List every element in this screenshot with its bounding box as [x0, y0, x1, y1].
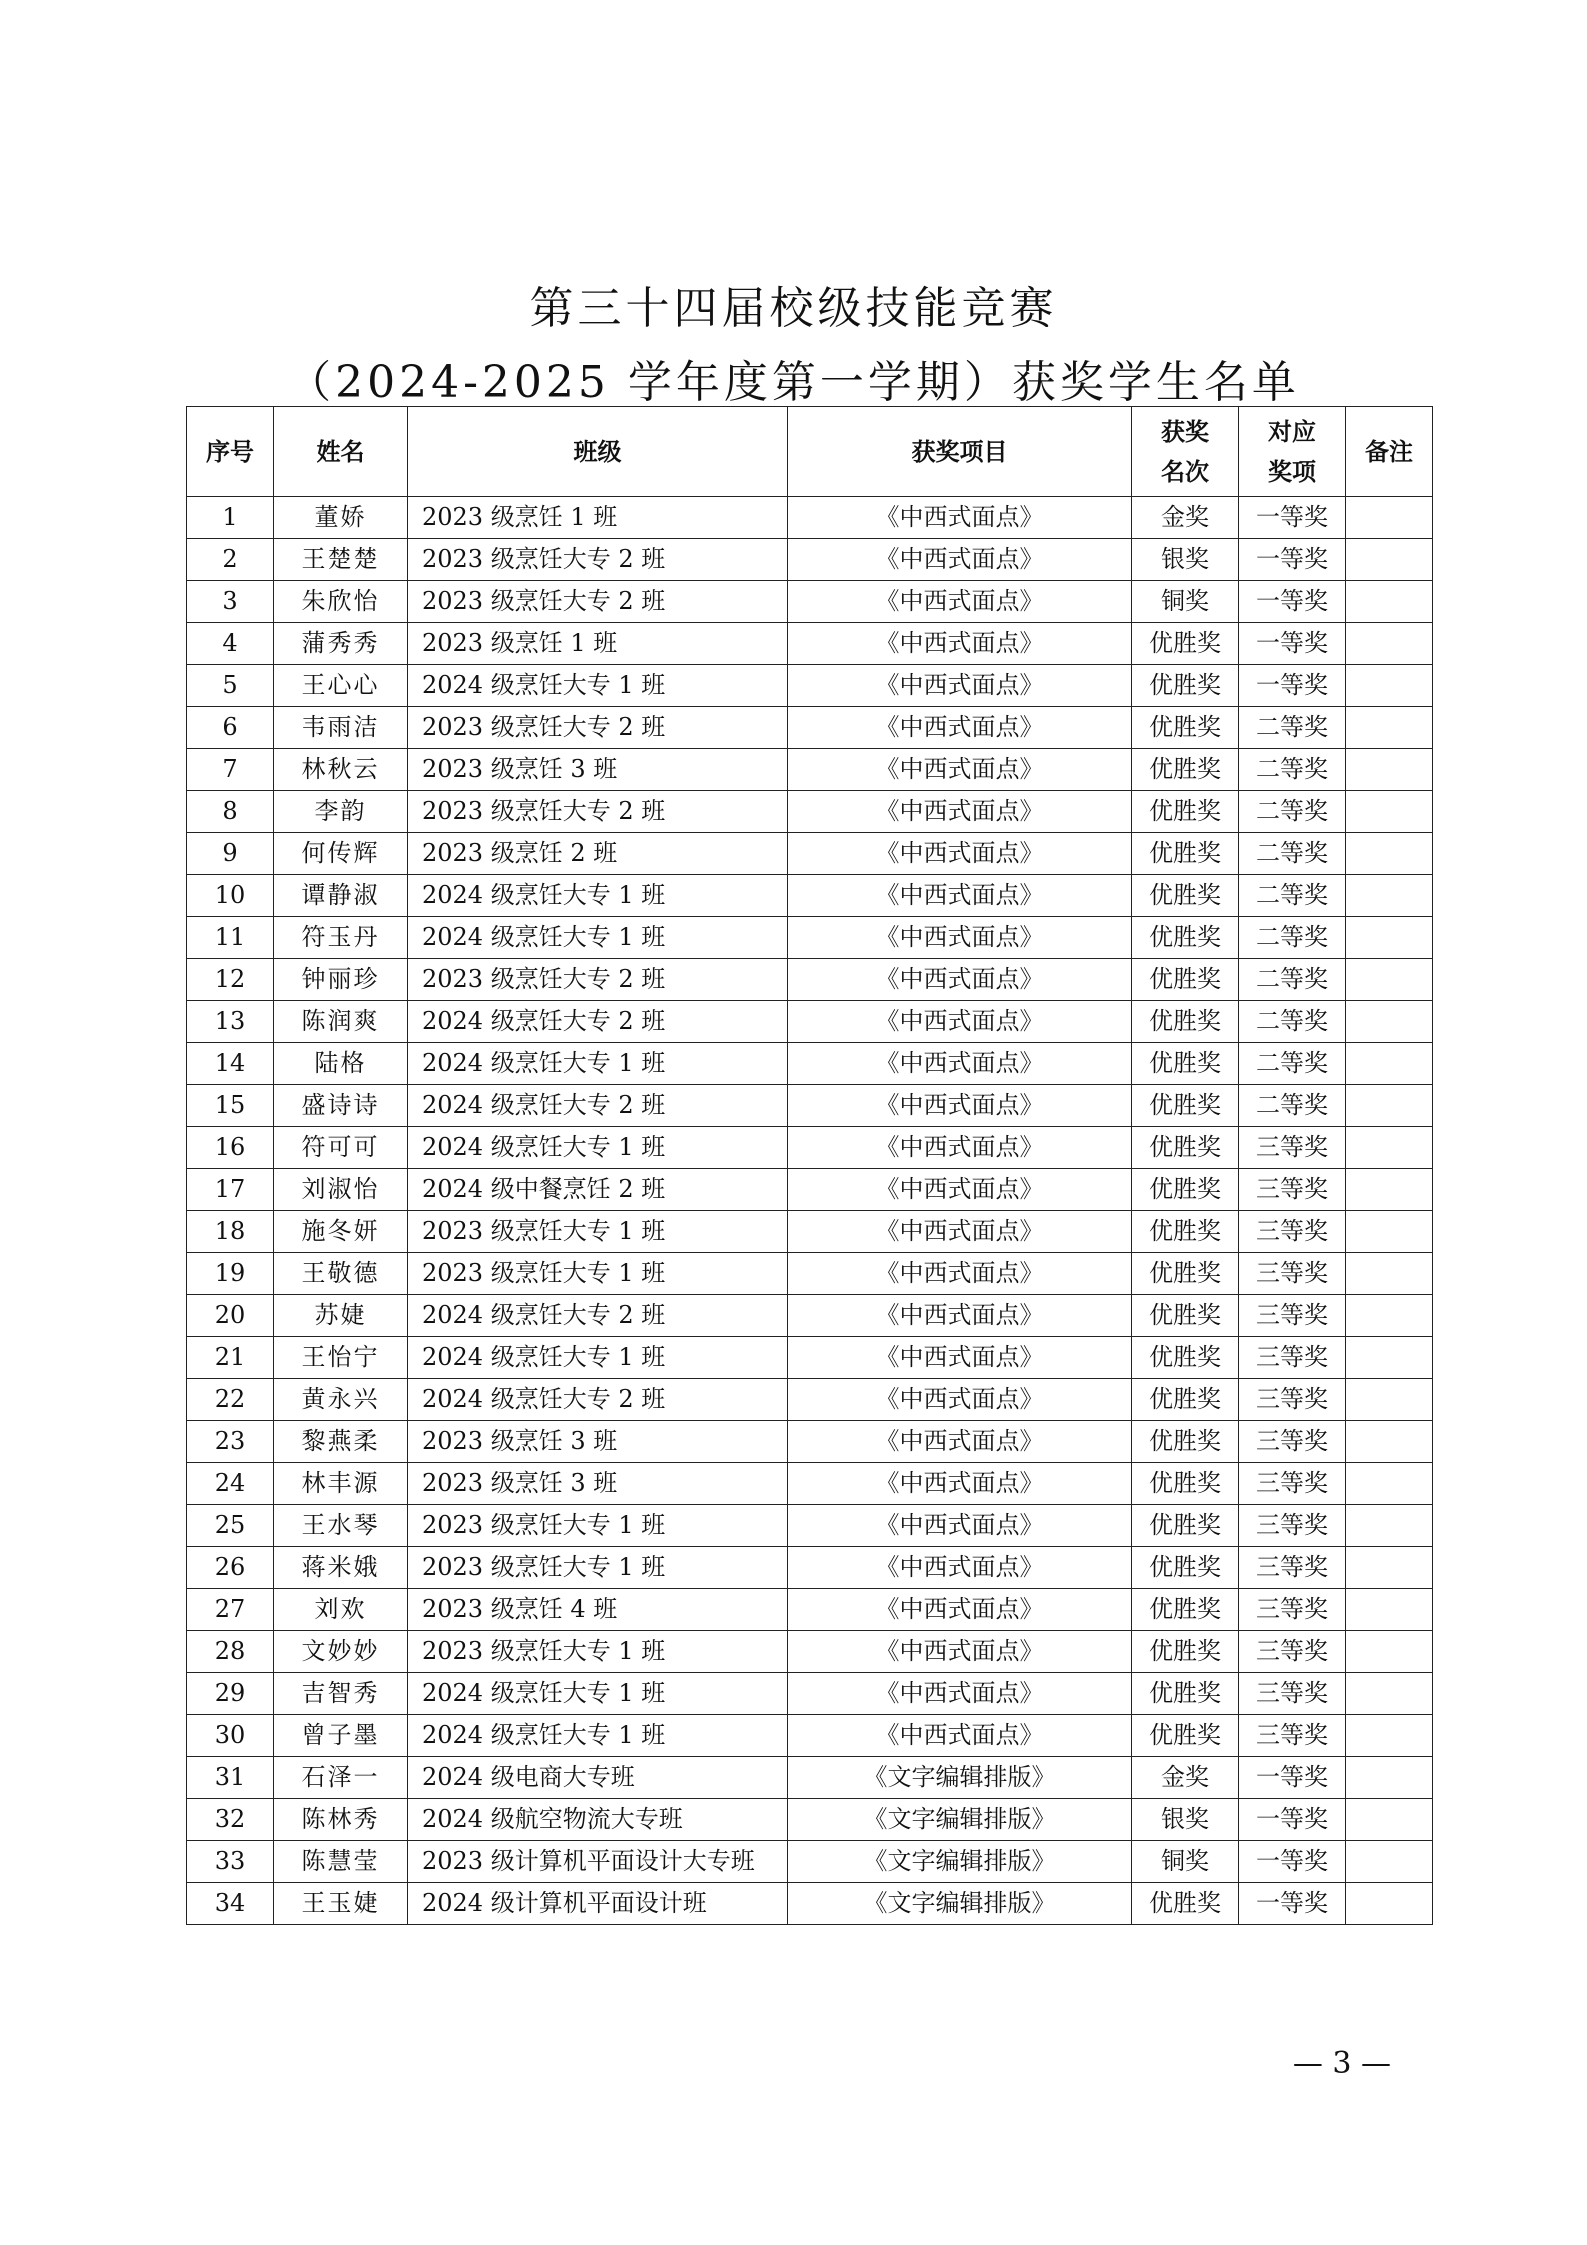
cell-class: 2023 级烹饪大专 2 班 — [408, 707, 788, 749]
cell-class: 2023 级烹饪大专 2 班 — [408, 539, 788, 581]
table-body — [187, 497, 1433, 1925]
cell-name: 王水琴 — [274, 1505, 408, 1547]
cell-no: 24 — [187, 1463, 274, 1505]
cell-rank: 优胜奖 — [1132, 749, 1239, 791]
cell-class: 2023 级计算机平面设计大专班 — [408, 1841, 788, 1883]
cell-name: 符可可 — [274, 1127, 408, 1169]
document-title: 第三十四届校级技能竞赛 — [529, 283, 1058, 334]
cell-rank: 优胜奖 — [1132, 1211, 1239, 1253]
cell-rank: 优胜奖 — [1132, 1589, 1239, 1631]
cell-prize: 一等奖 — [1239, 497, 1346, 539]
cell-rank: 铜奖 — [1132, 581, 1239, 623]
cell-remark — [1346, 497, 1433, 539]
cell-no: 13 — [187, 1001, 274, 1043]
table-row — [187, 1505, 1433, 1547]
cell-rank: 优胜奖 — [1132, 665, 1239, 707]
cell-prize: 一等奖 — [1239, 1883, 1346, 1925]
table-row — [187, 1883, 1433, 1925]
cell-prize: 三等奖 — [1239, 1379, 1346, 1421]
cell-event: 《中西式面点》 — [788, 1295, 1132, 1337]
header-rank — [1132, 407, 1239, 497]
cell-remark — [1346, 791, 1433, 833]
award-table — [186, 406, 1433, 1925]
cell-remark — [1346, 1085, 1433, 1127]
cell-rank: 优胜奖 — [1132, 1169, 1239, 1211]
cell-name: 陈林秀 — [274, 1799, 408, 1841]
cell-name: 林秋云 — [274, 749, 408, 791]
cell-name: 陈慧莹 — [274, 1841, 408, 1883]
cell-remark — [1346, 1043, 1433, 1085]
cell-name: 陈润爽 — [274, 1001, 408, 1043]
cell-name: 朱欣怡 — [274, 581, 408, 623]
table-row — [187, 1589, 1433, 1631]
table-row — [187, 749, 1433, 791]
table-row — [187, 875, 1433, 917]
cell-no: 27 — [187, 1589, 274, 1631]
cell-no: 31 — [187, 1757, 274, 1799]
cell-event: 《中西式面点》 — [788, 1505, 1132, 1547]
cell-event: 《中西式面点》 — [788, 1673, 1132, 1715]
cell-class: 2024 级计算机平面设计班 — [408, 1883, 788, 1925]
cell-no: 30 — [187, 1715, 274, 1757]
header-remark: 备注 — [1346, 407, 1433, 497]
cell-prize: 二等奖 — [1239, 959, 1346, 1001]
cell-prize: 一等奖 — [1239, 1841, 1346, 1883]
cell-event: 《文字编辑排版》 — [788, 1883, 1132, 1925]
cell-event: 《中西式面点》 — [788, 707, 1132, 749]
cell-name: 黄永兴 — [274, 1379, 408, 1421]
cell-name: 刘欢 — [274, 1589, 408, 1631]
cell-rank: 优胜奖 — [1132, 1505, 1239, 1547]
cell-name: 刘淑怡 — [274, 1169, 408, 1211]
table-row — [187, 1211, 1433, 1253]
cell-class: 2024 级烹饪大专 1 班 — [408, 1673, 788, 1715]
cell-name: 钟丽珍 — [274, 959, 408, 1001]
cell-prize: 三等奖 — [1239, 1673, 1346, 1715]
cell-name: 王心心 — [274, 665, 408, 707]
cell-prize: 一等奖 — [1239, 623, 1346, 665]
cell-prize: 三等奖 — [1239, 1337, 1346, 1379]
cell-name: 林丰源 — [274, 1463, 408, 1505]
cell-name: 苏婕 — [274, 1295, 408, 1337]
cell-remark — [1346, 1715, 1433, 1757]
cell-class: 2024 级烹饪大专 2 班 — [408, 1001, 788, 1043]
table-row — [187, 1253, 1433, 1295]
cell-event: 《中西式面点》 — [788, 1085, 1132, 1127]
cell-no: 1 — [187, 497, 274, 539]
cell-event: 《中西式面点》 — [788, 1631, 1132, 1673]
cell-remark — [1346, 1337, 1433, 1379]
cell-event: 《中西式面点》 — [788, 1547, 1132, 1589]
cell-prize: 二等奖 — [1239, 1085, 1346, 1127]
table-row — [187, 791, 1433, 833]
cell-rank: 优胜奖 — [1132, 1253, 1239, 1295]
cell-prize: 二等奖 — [1239, 791, 1346, 833]
table-row — [187, 1085, 1433, 1127]
cell-event: 《中西式面点》 — [788, 581, 1132, 623]
cell-name: 陆格 — [274, 1043, 408, 1085]
table-row — [187, 623, 1433, 665]
cell-rank: 优胜奖 — [1132, 1085, 1239, 1127]
cell-prize: 三等奖 — [1239, 1211, 1346, 1253]
cell-no: 14 — [187, 1043, 274, 1085]
cell-event: 《中西式面点》 — [788, 665, 1132, 707]
document-subtitle: （2024-2025 学年度第一学期）获奖学生名单 — [287, 357, 1300, 408]
cell-name: 王敬德 — [274, 1253, 408, 1295]
header-prize-line1: 对应 — [1268, 416, 1316, 446]
cell-class: 2023 级烹饪大专 1 班 — [408, 1211, 788, 1253]
cell-no: 16 — [187, 1127, 274, 1169]
cell-name: 石泽一 — [274, 1757, 408, 1799]
cell-no: 22 — [187, 1379, 274, 1421]
table-row — [187, 1841, 1433, 1883]
cell-name: 王怡宁 — [274, 1337, 408, 1379]
cell-remark — [1346, 581, 1433, 623]
cell-rank: 优胜奖 — [1132, 1673, 1239, 1715]
cell-class: 2024 级烹饪大专 2 班 — [408, 1379, 788, 1421]
cell-remark — [1346, 917, 1433, 959]
cell-class: 2023 级烹饪 4 班 — [408, 1589, 788, 1631]
cell-no: 8 — [187, 791, 274, 833]
header-prize — [1239, 407, 1346, 497]
table-row — [187, 1631, 1433, 1673]
cell-class: 2024 级电商大专班 — [408, 1757, 788, 1799]
cell-name: 李韵 — [274, 791, 408, 833]
cell-no: 12 — [187, 959, 274, 1001]
cell-rank: 优胜奖 — [1132, 875, 1239, 917]
cell-name: 施冬妍 — [274, 1211, 408, 1253]
cell-class: 2023 级烹饪 3 班 — [408, 1421, 788, 1463]
cell-class: 2024 级烹饪大专 2 班 — [408, 1295, 788, 1337]
cell-event: 《中西式面点》 — [788, 1127, 1132, 1169]
cell-remark — [1346, 665, 1433, 707]
cell-no: 25 — [187, 1505, 274, 1547]
cell-prize: 一等奖 — [1239, 1799, 1346, 1841]
table-row — [187, 539, 1433, 581]
cell-rank: 金奖 — [1132, 1757, 1239, 1799]
cell-rank: 优胜奖 — [1132, 1463, 1239, 1505]
cell-class: 2023 级烹饪大专 1 班 — [408, 1253, 788, 1295]
cell-class: 2023 级烹饪 1 班 — [408, 497, 788, 539]
table-row — [187, 1463, 1433, 1505]
header-rank-line2: 名次 — [1161, 456, 1209, 486]
cell-remark — [1346, 539, 1433, 581]
cell-remark — [1346, 1127, 1433, 1169]
cell-event: 《中西式面点》 — [788, 1043, 1132, 1085]
cell-rank: 优胜奖 — [1132, 959, 1239, 1001]
cell-remark — [1346, 1253, 1433, 1295]
cell-rank: 优胜奖 — [1132, 1337, 1239, 1379]
table-header-row — [187, 407, 1433, 497]
cell-no: 5 — [187, 665, 274, 707]
cell-prize: 二等奖 — [1239, 707, 1346, 749]
cell-remark — [1346, 875, 1433, 917]
cell-rank: 优胜奖 — [1132, 1379, 1239, 1421]
cell-prize: 三等奖 — [1239, 1169, 1346, 1211]
cell-no: 34 — [187, 1883, 274, 1925]
cell-rank: 银奖 — [1132, 1799, 1239, 1841]
cell-rank: 优胜奖 — [1132, 917, 1239, 959]
cell-no: 19 — [187, 1253, 274, 1295]
cell-remark — [1346, 1589, 1433, 1631]
cell-class: 2024 级烹饪大专 1 班 — [408, 1337, 788, 1379]
cell-name: 蒋米娥 — [274, 1547, 408, 1589]
cell-remark — [1346, 1547, 1433, 1589]
cell-rank: 优胜奖 — [1132, 1547, 1239, 1589]
cell-class: 2023 级烹饪大专 2 班 — [408, 581, 788, 623]
cell-prize: 三等奖 — [1239, 1421, 1346, 1463]
header-event: 获奖项目 — [788, 407, 1132, 497]
cell-rank: 优胜奖 — [1132, 1715, 1239, 1757]
cell-remark — [1346, 1799, 1433, 1841]
cell-event: 《中西式面点》 — [788, 875, 1132, 917]
cell-remark — [1346, 1379, 1433, 1421]
cell-name: 韦雨洁 — [274, 707, 408, 749]
cell-remark — [1346, 1211, 1433, 1253]
cell-prize: 一等奖 — [1239, 1757, 1346, 1799]
cell-name: 符玉丹 — [274, 917, 408, 959]
cell-event: 《中西式面点》 — [788, 1337, 1132, 1379]
cell-remark — [1346, 749, 1433, 791]
table-row — [187, 1169, 1433, 1211]
cell-no: 23 — [187, 1421, 274, 1463]
cell-rank: 优胜奖 — [1132, 1001, 1239, 1043]
table-row — [187, 1799, 1433, 1841]
table-row — [187, 1757, 1433, 1799]
cell-prize: 三等奖 — [1239, 1631, 1346, 1673]
cell-rank: 银奖 — [1132, 539, 1239, 581]
cell-event: 《中西式面点》 — [788, 749, 1132, 791]
cell-remark — [1346, 833, 1433, 875]
cell-event: 《中西式面点》 — [788, 1211, 1132, 1253]
cell-name: 谭静淑 — [274, 875, 408, 917]
header-name: 姓名 — [274, 407, 408, 497]
cell-rank: 优胜奖 — [1132, 1631, 1239, 1673]
cell-no: 9 — [187, 833, 274, 875]
cell-no: 3 — [187, 581, 274, 623]
cell-remark — [1346, 1841, 1433, 1883]
cell-no: 10 — [187, 875, 274, 917]
cell-no: 18 — [187, 1211, 274, 1253]
cell-remark — [1346, 1001, 1433, 1043]
table-row — [187, 497, 1433, 539]
table-row — [187, 1673, 1433, 1715]
cell-name: 吉智秀 — [274, 1673, 408, 1715]
cell-event: 《文字编辑排版》 — [788, 1841, 1132, 1883]
cell-remark — [1346, 959, 1433, 1001]
cell-no: 17 — [187, 1169, 274, 1211]
cell-remark — [1346, 1295, 1433, 1337]
cell-no: 7 — [187, 749, 274, 791]
table-row — [187, 581, 1433, 623]
header-rank-line1: 获奖 — [1161, 416, 1209, 446]
cell-no: 21 — [187, 1337, 274, 1379]
table-row — [187, 1421, 1433, 1463]
cell-remark — [1346, 1505, 1433, 1547]
table-row — [187, 1295, 1433, 1337]
cell-remark — [1346, 707, 1433, 749]
cell-no: 26 — [187, 1547, 274, 1589]
cell-class: 2023 级烹饪 2 班 — [408, 833, 788, 875]
cell-no: 2 — [187, 539, 274, 581]
cell-prize: 三等奖 — [1239, 1295, 1346, 1337]
cell-prize: 一等奖 — [1239, 665, 1346, 707]
cell-name: 文妙妙 — [274, 1631, 408, 1673]
cell-prize: 一等奖 — [1239, 581, 1346, 623]
cell-event: 《中西式面点》 — [788, 1169, 1132, 1211]
cell-no: 28 — [187, 1631, 274, 1673]
cell-name: 蒲秀秀 — [274, 623, 408, 665]
cell-class: 2024 级烹饪大专 1 班 — [408, 1715, 788, 1757]
header-no: 序号 — [187, 407, 274, 497]
cell-class: 2024 级航空物流大专班 — [408, 1799, 788, 1841]
cell-rank: 优胜奖 — [1132, 623, 1239, 665]
cell-no: 15 — [187, 1085, 274, 1127]
cell-prize: 二等奖 — [1239, 749, 1346, 791]
cell-event: 《中西式面点》 — [788, 1421, 1132, 1463]
cell-no: 33 — [187, 1841, 274, 1883]
cell-event: 《中西式面点》 — [788, 1715, 1132, 1757]
cell-prize: 二等奖 — [1239, 875, 1346, 917]
cell-event: 《中西式面点》 — [788, 917, 1132, 959]
cell-remark — [1346, 1673, 1433, 1715]
cell-class: 2023 级烹饪大专 1 班 — [408, 1547, 788, 1589]
cell-event: 《中西式面点》 — [788, 791, 1132, 833]
cell-class: 2024 级中餐烹饪 2 班 — [408, 1169, 788, 1211]
table-row — [187, 1379, 1433, 1421]
cell-rank: 优胜奖 — [1132, 1883, 1239, 1925]
cell-remark — [1346, 1169, 1433, 1211]
cell-no: 29 — [187, 1673, 274, 1715]
cell-name: 董娇 — [274, 497, 408, 539]
cell-class: 2023 级烹饪大专 1 班 — [408, 1631, 788, 1673]
table-row — [187, 665, 1433, 707]
cell-event: 《中西式面点》 — [788, 833, 1132, 875]
cell-name: 曾子墨 — [274, 1715, 408, 1757]
table-row — [187, 1001, 1433, 1043]
cell-prize: 一等奖 — [1239, 539, 1346, 581]
cell-name: 黎燕柔 — [274, 1421, 408, 1463]
cell-remark — [1346, 1757, 1433, 1799]
cell-event: 《文字编辑排版》 — [788, 1799, 1132, 1841]
cell-prize: 三等奖 — [1239, 1253, 1346, 1295]
cell-prize: 二等奖 — [1239, 1043, 1346, 1085]
cell-rank: 优胜奖 — [1132, 1043, 1239, 1085]
table-row — [187, 1547, 1433, 1589]
cell-prize: 三等奖 — [1239, 1127, 1346, 1169]
cell-event: 《中西式面点》 — [788, 497, 1132, 539]
cell-prize: 三等奖 — [1239, 1589, 1346, 1631]
cell-event: 《中西式面点》 — [788, 1379, 1132, 1421]
cell-name: 王楚楚 — [274, 539, 408, 581]
table-row — [187, 707, 1433, 749]
header-class: 班级 — [408, 407, 788, 497]
cell-class: 2024 级烹饪大专 1 班 — [408, 665, 788, 707]
cell-remark — [1346, 1463, 1433, 1505]
cell-class: 2024 级烹饪大专 1 班 — [408, 917, 788, 959]
cell-rank: 优胜奖 — [1132, 1295, 1239, 1337]
cell-class: 2024 级烹饪大专 1 班 — [408, 1127, 788, 1169]
cell-class: 2024 级烹饪大专 1 班 — [408, 1043, 788, 1085]
cell-remark — [1346, 1421, 1433, 1463]
cell-class: 2023 级烹饪 3 班 — [408, 1463, 788, 1505]
header-prize-line2: 奖项 — [1268, 456, 1316, 486]
table-row — [187, 1337, 1433, 1379]
cell-rank: 优胜奖 — [1132, 791, 1239, 833]
cell-event: 《中西式面点》 — [788, 1589, 1132, 1631]
cell-rank: 优胜奖 — [1132, 707, 1239, 749]
cell-event: 《中西式面点》 — [788, 959, 1132, 1001]
cell-rank: 优胜奖 — [1132, 1421, 1239, 1463]
table-row — [187, 959, 1433, 1001]
cell-name: 何传辉 — [274, 833, 408, 875]
cell-name: 盛诗诗 — [274, 1085, 408, 1127]
cell-class: 2023 级烹饪 1 班 — [408, 623, 788, 665]
cell-remark — [1346, 1883, 1433, 1925]
cell-prize: 二等奖 — [1239, 1001, 1346, 1043]
cell-no: 11 — [187, 917, 274, 959]
cell-no: 6 — [187, 707, 274, 749]
cell-rank: 铜奖 — [1132, 1841, 1239, 1883]
table-row — [187, 1127, 1433, 1169]
cell-rank: 优胜奖 — [1132, 1127, 1239, 1169]
table-row — [187, 1715, 1433, 1757]
cell-remark — [1346, 1631, 1433, 1673]
cell-name: 王玉婕 — [274, 1883, 408, 1925]
cell-class: 2023 级烹饪大专 1 班 — [408, 1505, 788, 1547]
cell-event: 《中西式面点》 — [788, 1001, 1132, 1043]
page-number: — 3 — — [1292, 2046, 1391, 2081]
cell-class: 2023 级烹饪 3 班 — [408, 749, 788, 791]
cell-rank: 金奖 — [1132, 497, 1239, 539]
cell-prize: 三等奖 — [1239, 1715, 1346, 1757]
cell-event: 《文字编辑排版》 — [788, 1757, 1132, 1799]
table-row — [187, 833, 1433, 875]
cell-class: 2023 级烹饪大专 2 班 — [408, 959, 788, 1001]
cell-event: 《中西式面点》 — [788, 1463, 1132, 1505]
cell-prize: 二等奖 — [1239, 917, 1346, 959]
cell-prize: 三等奖 — [1239, 1505, 1346, 1547]
cell-prize: 三等奖 — [1239, 1463, 1346, 1505]
cell-event: 《中西式面点》 — [788, 1253, 1132, 1295]
cell-prize: 二等奖 — [1239, 833, 1346, 875]
cell-event: 《中西式面点》 — [788, 623, 1132, 665]
cell-rank: 优胜奖 — [1132, 833, 1239, 875]
cell-class: 2024 级烹饪大专 2 班 — [408, 1085, 788, 1127]
cell-class: 2023 级烹饪大专 2 班 — [408, 791, 788, 833]
cell-no: 32 — [187, 1799, 274, 1841]
table-row — [187, 917, 1433, 959]
cell-class: 2024 级烹饪大专 1 班 — [408, 875, 788, 917]
cell-remark — [1346, 623, 1433, 665]
cell-event: 《中西式面点》 — [788, 539, 1132, 581]
cell-no: 20 — [187, 1295, 274, 1337]
cell-prize: 三等奖 — [1239, 1547, 1346, 1589]
table-row — [187, 1043, 1433, 1085]
cell-no: 4 — [187, 623, 274, 665]
